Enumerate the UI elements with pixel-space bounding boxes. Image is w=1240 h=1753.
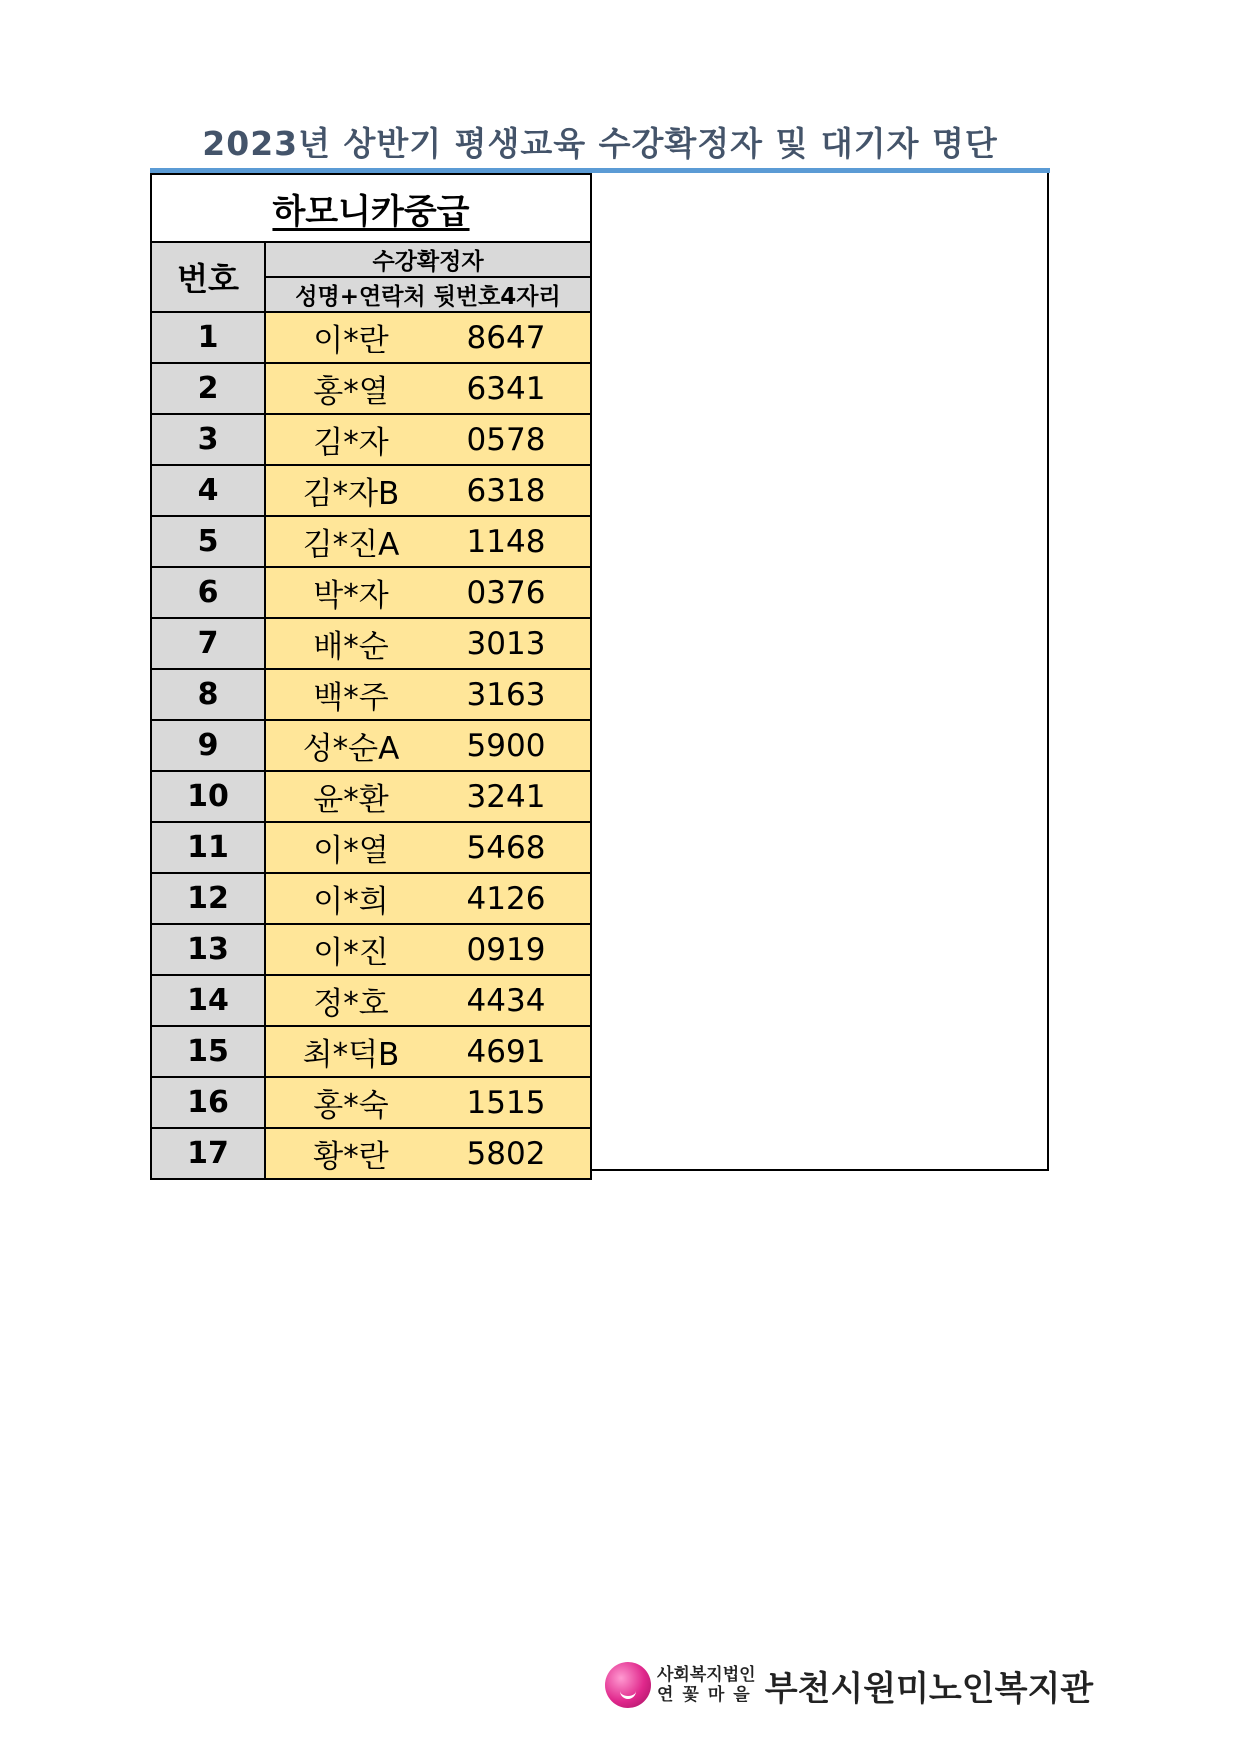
phone-last-digits: 6341	[466, 370, 546, 407]
row-number: 15	[151, 1026, 265, 1077]
person-entry	[266, 1029, 590, 1074]
person-entry	[266, 723, 590, 768]
row-number: 4	[151, 465, 265, 516]
person-name: 홍*숙	[313, 1088, 389, 1124]
footer-logo	[605, 1658, 1093, 1712]
person-name: 이*희	[313, 884, 389, 920]
table-row	[151, 516, 591, 567]
org-line1: 사회복지법인	[657, 1665, 756, 1685]
row-number: 11	[151, 822, 265, 873]
table-row	[151, 465, 591, 516]
row-number: 12	[151, 873, 265, 924]
header-number: 번호	[151, 242, 265, 312]
row-number: 3	[151, 414, 265, 465]
table-row	[151, 924, 591, 975]
header-detail: 성명+연락처 뒷번호4자리	[265, 277, 591, 312]
phone-last-digits: 3163	[466, 676, 546, 713]
person-name: 홍*열	[313, 374, 389, 410]
table-row	[151, 975, 591, 1026]
phone-last-digits: 6318	[466, 472, 546, 509]
phone-last-digits: 5468	[466, 829, 546, 866]
person-name: 김*자B	[302, 476, 400, 512]
person-entry	[266, 366, 590, 411]
row-number: 16	[151, 1077, 265, 1128]
person-cell	[265, 363, 591, 414]
phone-last-digits: 4434	[466, 982, 546, 1019]
document-title: 2023년 상반기 평생교육 수강확정자 및 대기자 명단	[202, 124, 998, 163]
center-name: 부천시원미노인복지관	[764, 1668, 1094, 1709]
header-confirmed: 수강확정자	[265, 242, 591, 277]
row-number: 17	[151, 1128, 265, 1179]
person-cell	[265, 618, 591, 669]
person-name: 김*자	[313, 425, 389, 461]
person-entry	[266, 1080, 590, 1125]
person-cell	[265, 771, 591, 822]
phone-last-digits: 8647	[466, 319, 546, 356]
phone-last-digits: 0578	[466, 421, 546, 458]
table-row	[151, 1077, 591, 1128]
person-entry	[266, 315, 590, 360]
lotus-logo-icon	[605, 1662, 651, 1708]
person-cell	[265, 720, 591, 771]
phone-last-digits: 1148	[466, 523, 546, 560]
table-row	[151, 873, 591, 924]
phone-last-digits: 4691	[466, 1033, 546, 1070]
phone-last-digits: 0376	[466, 574, 546, 611]
org-label	[657, 1665, 759, 1705]
table-row	[151, 363, 591, 414]
person-cell	[265, 1026, 591, 1077]
table-row	[151, 1128, 591, 1179]
person-name: 황*란	[313, 1139, 389, 1175]
person-cell	[265, 414, 591, 465]
table-row	[151, 822, 591, 873]
person-entry	[266, 1131, 590, 1176]
person-cell	[265, 567, 591, 618]
person-entry	[266, 621, 590, 666]
table-row	[151, 720, 591, 771]
person-name: 이*란	[313, 323, 389, 359]
phone-last-digits: 3013	[466, 625, 546, 662]
row-number: 2	[151, 363, 265, 414]
person-name: 성*순A	[302, 731, 400, 767]
person-cell	[265, 1128, 591, 1179]
person-entry	[266, 417, 590, 462]
person-cell	[265, 465, 591, 516]
person-cell	[265, 669, 591, 720]
person-entry	[266, 774, 590, 819]
person-name: 이*진	[313, 935, 389, 971]
person-cell	[265, 975, 591, 1026]
table-row	[151, 312, 591, 363]
class-name-row	[151, 174, 591, 242]
person-name: 이*열	[313, 833, 389, 869]
row-number: 9	[151, 720, 265, 771]
table-row	[151, 618, 591, 669]
person-entry	[266, 672, 590, 717]
row-number: 8	[151, 669, 265, 720]
person-name: 정*호	[313, 986, 389, 1022]
phone-last-digits: 0919	[466, 931, 546, 968]
person-entry	[266, 468, 590, 513]
class-name-cell	[151, 174, 591, 242]
org-line2: 연꽃마을	[657, 1685, 759, 1705]
table-row	[151, 567, 591, 618]
table-row	[151, 414, 591, 465]
phone-last-digits: 5900	[466, 727, 546, 764]
person-entry	[266, 927, 590, 972]
person-cell	[265, 1077, 591, 1128]
person-entry	[266, 876, 590, 921]
person-entry	[266, 825, 590, 870]
table-row	[151, 771, 591, 822]
person-cell	[265, 312, 591, 363]
row-number: 14	[151, 975, 265, 1026]
table-row	[151, 1026, 591, 1077]
row-number: 13	[151, 924, 265, 975]
phone-last-digits: 3241	[466, 778, 546, 815]
class-name: 하모니카중급	[272, 191, 470, 232]
row-number: 5	[151, 516, 265, 567]
person-entry	[266, 978, 590, 1023]
person-name: 백*주	[313, 680, 389, 716]
person-cell	[265, 924, 591, 975]
person-entry	[266, 519, 590, 564]
row-number: 1	[151, 312, 265, 363]
person-name: 김*진A	[302, 527, 400, 563]
phone-last-digits: 1515	[466, 1084, 546, 1121]
row-number: 7	[151, 618, 265, 669]
phone-last-digits: 5802	[466, 1135, 546, 1172]
person-name: 최*덕B	[302, 1037, 400, 1073]
table-row	[151, 669, 591, 720]
row-number: 10	[151, 771, 265, 822]
phone-last-digits: 4126	[466, 880, 546, 917]
person-entry	[266, 570, 590, 615]
person-cell	[265, 873, 591, 924]
person-cell	[265, 516, 591, 567]
person-name: 윤*환	[313, 782, 389, 818]
person-cell	[265, 822, 591, 873]
roster-table	[150, 173, 592, 1180]
row-number: 6	[151, 567, 265, 618]
header-row-1	[151, 242, 591, 277]
person-name: 배*순	[313, 629, 389, 665]
person-name: 박*자	[313, 578, 389, 614]
